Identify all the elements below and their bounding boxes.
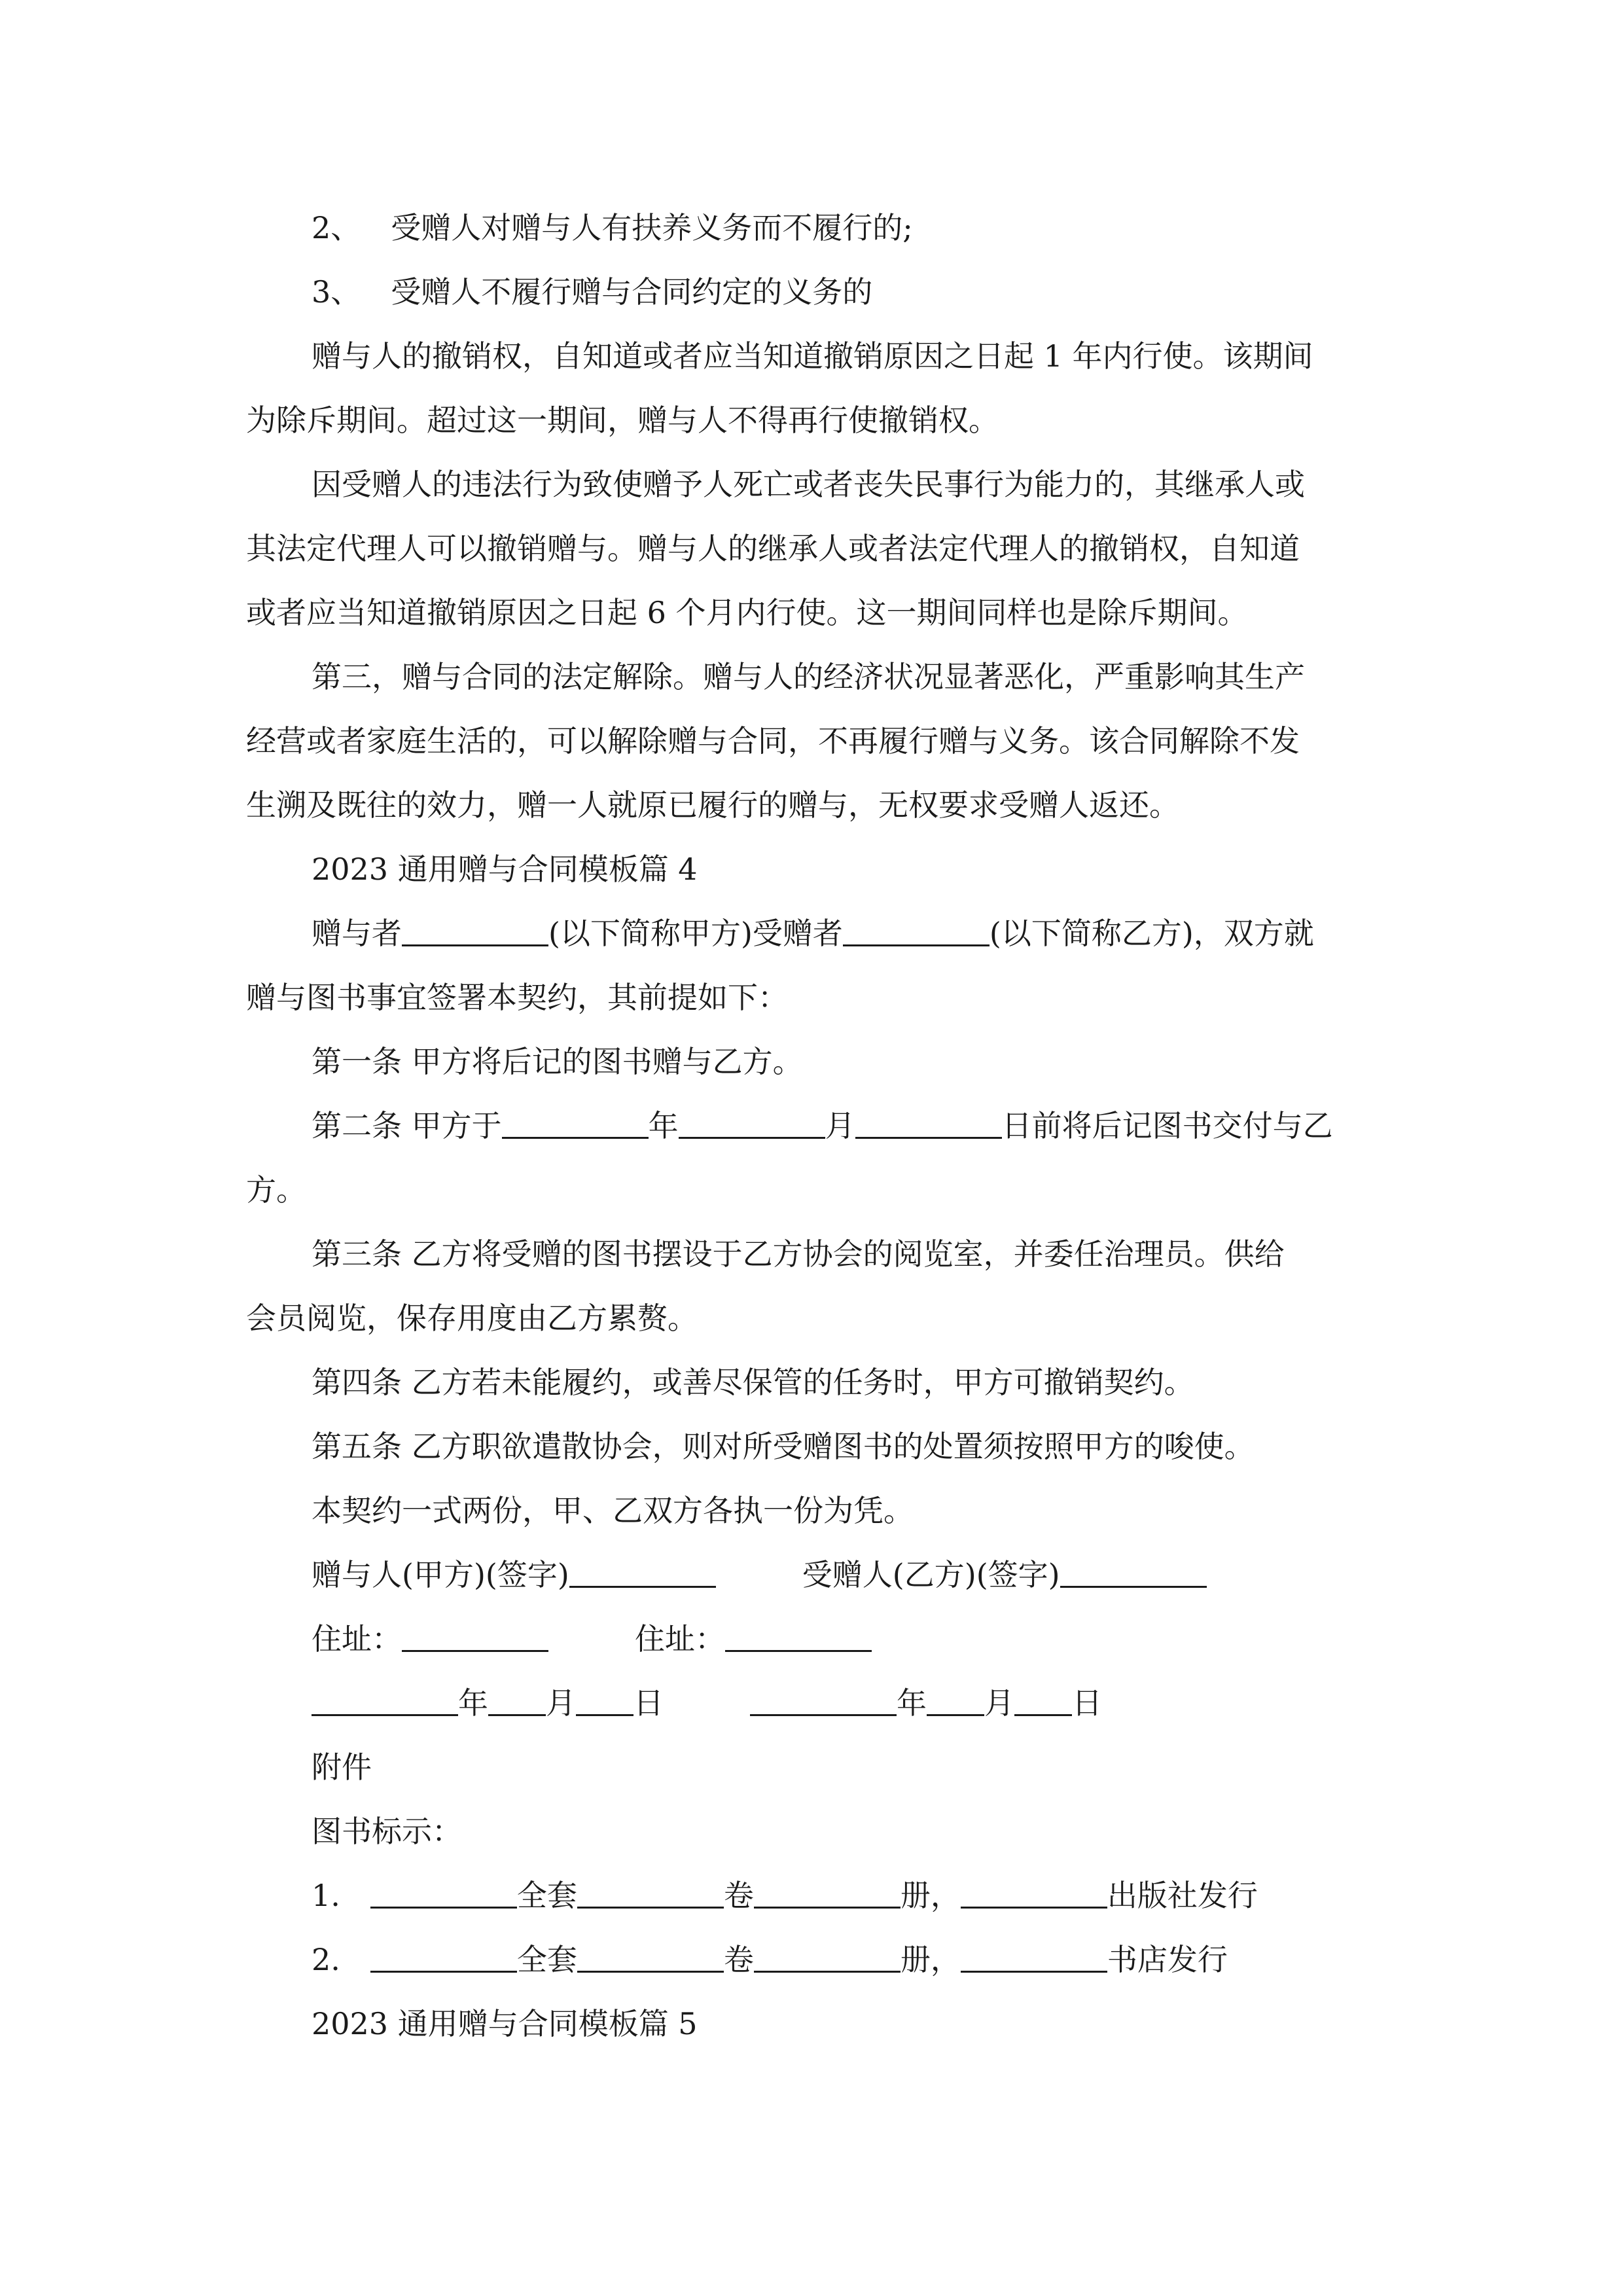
paragraph-line: 方。 [246,1172,306,1208]
month-blank [488,1688,546,1716]
paragraph-line: 第三，赠与合同的法定解除。赠与人的经济状况显著恶化，严重影响其生产 [312,659,1305,694]
publisher-blank [961,1880,1107,1909]
book-row: 1. 全套 卷 册， 出版社发行 [312,1878,1258,1913]
list-item: 3、 受赠人不履行赠与合同约定的义务的 [312,274,873,310]
year-blank [750,1688,897,1716]
set-blank [577,1880,724,1909]
article-2: 第二条 甲方于 年 月 日前将后记图书交付与乙 [312,1108,1333,1143]
paragraph-line: 为除斥期间。超过这一期间，赠与人不得再行使撤销权。 [246,403,999,438]
donor-signature-blank [569,1560,716,1588]
closing-line: 本契约一式两份，甲、乙双方各执一份为凭。 [312,1493,914,1528]
donor-address-blank [402,1624,548,1652]
paragraph-line: 经营或者家庭生活的，可以解除赠与合同，不再履行赠与义务。该合同解除不发 [246,723,1300,759]
attachment-label: 附件 [312,1749,372,1785]
day-blank [1014,1688,1072,1716]
donee-signature-blank [1060,1560,1207,1588]
paragraph-line: 会员阅览，保存用度由乙方累赘。 [246,1300,698,1336]
article-5: 第五条 乙方职欲遣散协会，则对所受赠图书的处置须按照甲方的唆使。 [312,1429,1255,1464]
donor-name-blank [402,918,548,946]
paragraph-line: 因受赠人的违法行为致使赠予人死亡或者丧失民事行为能力的，其继承人或 [312,467,1305,502]
donee-name-blank [843,918,990,946]
volume-blank [754,1880,901,1909]
day-blank [855,1111,1002,1139]
signature-row: 赠与人(甲方)(签字) 受赠人(乙方)(签字) [312,1543,1207,1607]
donee-address-blank [725,1624,872,1652]
year-blank [502,1111,649,1139]
bookstore-blank [961,1945,1107,1973]
month-blank [927,1688,984,1716]
date-row: 年 月 日 年 月 日 [312,1672,1102,1735]
article-4: 第四条 乙方若未能履约，或善尽保管的任务时，甲方可撤销契约。 [312,1365,1194,1400]
paragraph-line: 赠与人的撤销权，自知道或者应当知道撤销原因之日起 1 年内行使。该期间 [312,338,1313,374]
article-1: 第一条 甲方将后记的图书赠与乙方。 [312,1044,803,1079]
title-blank [370,1880,517,1909]
title-blank [370,1945,517,1973]
article-3: 第三条 乙方将受赠的图书摆设于乙方协会的阅览室，并委任治理员。供给 [312,1236,1285,1272]
year-blank [312,1688,458,1716]
paragraph-line: 生溯及既往的效力，赠一人就原已履行的赠与，无权要求受赠人返还。 [246,787,1179,823]
day-blank [576,1688,633,1716]
month-blank [679,1111,825,1139]
section-heading: 2023 通用赠与合同模板篇 4 [312,852,698,887]
section-heading: 2023 通用赠与合同模板篇 5 [312,2006,698,2041]
book-row: 2. 全套 卷 册， 书店发行 [312,1942,1228,1977]
list-item: 2、 受赠人对赠与人有扶养义务而不履行的; [312,210,913,245]
paragraph-line: 赠与图书事宜签署本契约，其前提如下： [246,980,788,1015]
set-blank [577,1945,724,1973]
volume-blank [754,1945,901,1973]
book-label: 图书标示： [312,1814,462,1849]
address-row: 住址： 住址： [312,1607,872,1671]
paragraph-line: 其法定代理人可以撤销赠与。赠与人的继承人或者法定代理人的撤销权，自知道 [246,531,1300,566]
intro-line: 赠与者 (以下简称甲方)受赠者 (以下简称乙方)，双方就 [312,916,1314,951]
paragraph-line: 或者应当知道撤销原因之日起 6 个月内行使。这一期间同样也是除斥期间。 [246,595,1248,630]
